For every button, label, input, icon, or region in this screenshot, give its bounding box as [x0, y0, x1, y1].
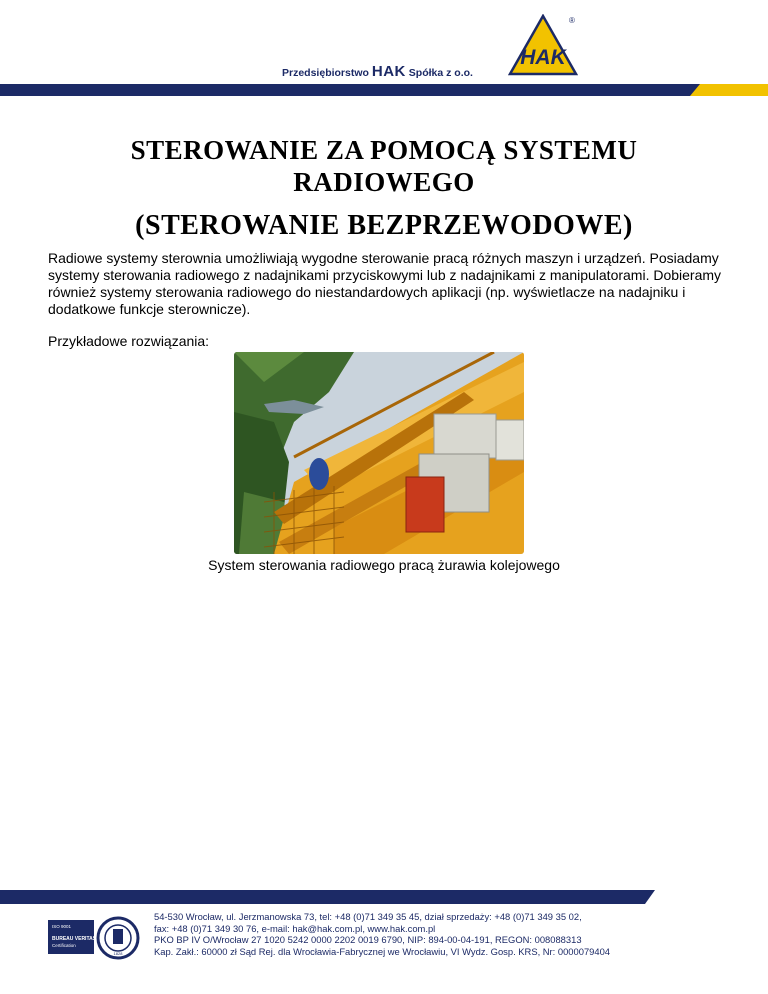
cert-sub: Certification — [52, 943, 76, 948]
title-line-1: STEROWANIE ZA POMOCĄ SYSTEMU — [130, 135, 638, 165]
footer-registration: Kap. Zakł.: 60000 zł Sąd Rej. dla Wrocławia-Fabrycznej we Wrocławiu, VI Wydz. Gosp. KRS, Nr: 0000079404 — [154, 945, 611, 957]
footer-bank: PKO BP IV O/Wrocław 27 1020 5242 0000 2202 0019 6790, NIP: 894-00-04-191, REGON: 008088313 — [154, 934, 582, 946]
cert-iso: ISO 9001 — [52, 924, 72, 929]
cert-name: BUREAU VERITAS — [52, 936, 97, 942]
footer-fax-email: fax: +48 (0)71 349 30 76, e-mail: hak@hak.com.pl, www.hak.com.pl — [154, 922, 436, 934]
company-suffix: Spółka z o.o. — [408, 67, 473, 79]
cert-year: 1828 — [113, 951, 123, 956]
photo-caption: System sterowania radiowego pracą żurawia kolejowego — [208, 557, 560, 573]
footer-address: 54-530 Wrocław, ul. Jerzmanowska 73, tel: +48 (0)71 349 35 45, dział sprzedaży: +48 (0)71 349 35 02, — [154, 911, 582, 922]
bureau-veritas-certification-logo — [48, 914, 140, 966]
footer-bar — [0, 890, 768, 904]
registered-mark: ® — [569, 16, 575, 25]
logo-text: HAK — [520, 46, 566, 69]
hak-logo — [508, 14, 578, 78]
title-line-2: RADIOWEGO — [293, 167, 475, 197]
company-name-line — [282, 63, 473, 80]
company-prefix: Przedsiębiorstwo — [282, 67, 369, 79]
intro-paragraph: Radiowe systemy sterownia umożliwiają wygodne sterowanie pracą różnych maszyn i urządzeń. Posiadamy systemy sterowania radiowego z nadajnikami przyciskowymi lub z nadajnikami z manipulatorami. Dobieramy również systemy sterowania radiowego do niestandardowych aplikacji (np. wyświetlacze na nadajniku i dodatkowe funkcje sterownicze). — [48, 250, 722, 317]
footer-contact — [154, 911, 754, 957]
examples-label: Przykładowe rozwiązania: — [48, 333, 210, 349]
subtitle: (STEROWANIE BEZPRZEWODOWE) — [135, 210, 633, 241]
railway-crane-photo — [234, 352, 524, 554]
header-bar — [0, 84, 768, 96]
company-name: HAK — [371, 63, 406, 80]
